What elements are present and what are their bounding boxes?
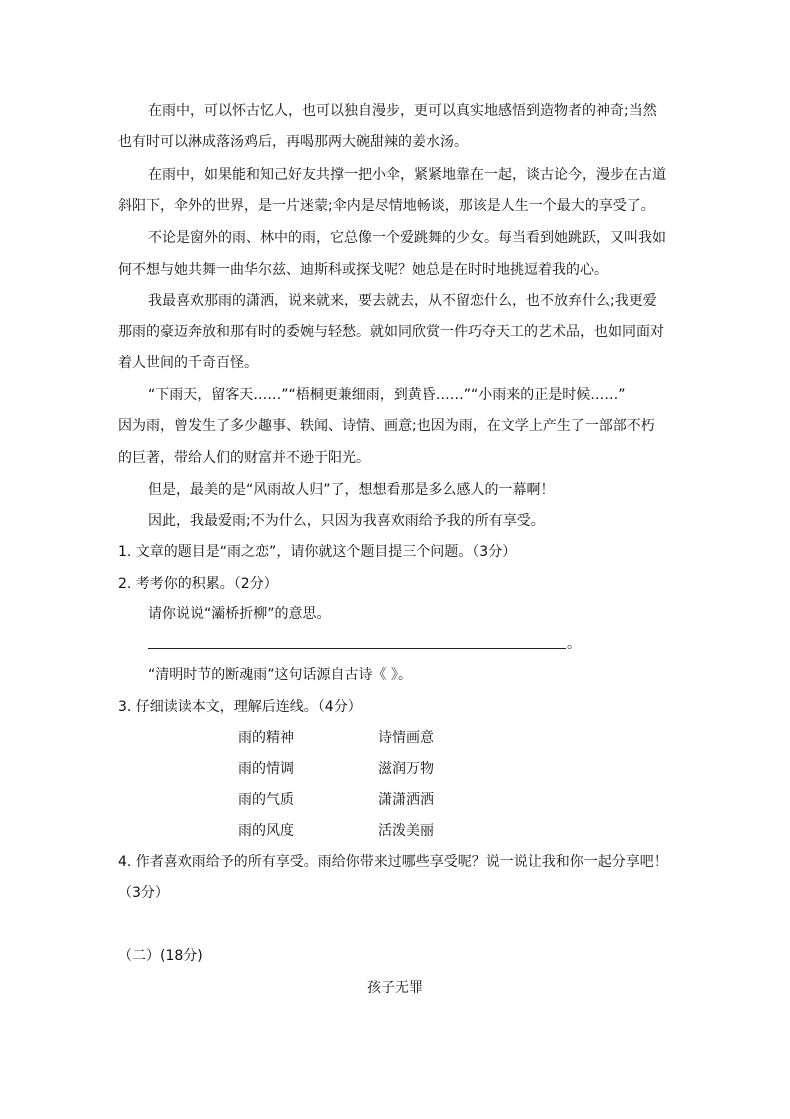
answer-blank-end: 。 [567, 636, 581, 652]
question-2: 2. 考考你的积累。（2分） [118, 576, 278, 592]
passage-line: 那雨的豪迈奔放和那有时的委婉与轻愁。就如同欣赏一件巧夺天工的艺术品，也如同面对 [118, 324, 664, 340]
passage-line: 在雨中，如果能和知己好友共撑一把小伞，紧紧地靠在一起，谈古论今，漫步在古道 [148, 167, 666, 183]
question-4-score: （3分） [118, 885, 169, 901]
passage-line: “下雨天，留客天……”“梧桐更兼细雨，到黄昏……”“小雨来的正是时候……” [148, 387, 626, 403]
match-left-item[interactable]: 雨的风度 [238, 823, 294, 839]
passage-line: 的巨著，带给人们的财富并不逊于阳光。 [118, 450, 370, 466]
match-left-item[interactable]: 雨的气质 [238, 792, 294, 808]
match-right-item[interactable]: 潇潇洒洒 [378, 792, 434, 808]
match-right-item[interactable]: 滋润万物 [378, 761, 434, 777]
match-left-item[interactable]: 雨的精神 [238, 730, 294, 746]
passage-line: 但是，最美的是“风雨故人归”了，想想看那是多么感人的一幕啊！ [148, 482, 555, 498]
question-4: 4. 作者喜欢雨给予的所有享受。雨给你带来过哪些享受呢？说一说让我和你一起分享吧！ [118, 854, 668, 870]
question-1: 1. 文章的题目是“雨之恋”，请你就这个题目提三个问题。（3分） [118, 544, 517, 560]
match-right-item[interactable]: 诗情画意 [378, 730, 434, 746]
passage-line: 不论是窗外的雨、林中的雨，它总像一个爱跳舞的少女。每当看到她跳跃，又叫我如 [148, 230, 666, 246]
passage-line: 因为雨，曾发生了多少趣事、轶闻、诗情、画意;也因为雨，在文学上产生了一部部不朽 [118, 418, 655, 434]
passage-line: 斜阳下，伞外的世界，是一片迷蒙;伞内是尽情地畅谈，那该是人生一个最大的享受了。 [118, 198, 655, 214]
section-2-title: 孩子无罪 [367, 980, 423, 996]
passage-line: 着人世间的千奇百怪。 [118, 355, 258, 371]
match-right-item[interactable]: 活泼美丽 [378, 823, 434, 839]
passage-line: 也有时可以淋成落汤鸡后，再喝那两大碗甜辣的姜水汤。 [118, 134, 468, 150]
passage-line: 我最喜欢那雨的潇洒，说来就来，要去就去，从不留恋什么，也不放弃什么;我更爱 [148, 293, 657, 309]
match-left-item[interactable]: 雨的情调 [238, 761, 294, 777]
question-2b: “清明时节的断魂雨”这句话源自古诗《 》。 [148, 667, 412, 683]
passage-line: 何不想与她共舞一曲华尔兹、迪斯科或探戈呢？她总是在时时地挑逗着我的心。 [118, 262, 608, 278]
section-2-header: （二）(18分) [118, 948, 203, 964]
answer-blank-line[interactable] [148, 648, 566, 649]
passage-line: 在雨中，可以怀古忆人，也可以独自漫步，更可以真实地感悟到造物者的神奇;当然 [148, 103, 657, 119]
question-3: 3. 仔细读读本文，理解后连线。（4分） [118, 699, 362, 715]
question-2a: 请你说说“灞桥折柳”的意思。 [148, 606, 331, 622]
passage-line: 因此，我最爱雨;不为什么，只因为我喜欢雨给予我的所有享受。 [148, 513, 545, 529]
